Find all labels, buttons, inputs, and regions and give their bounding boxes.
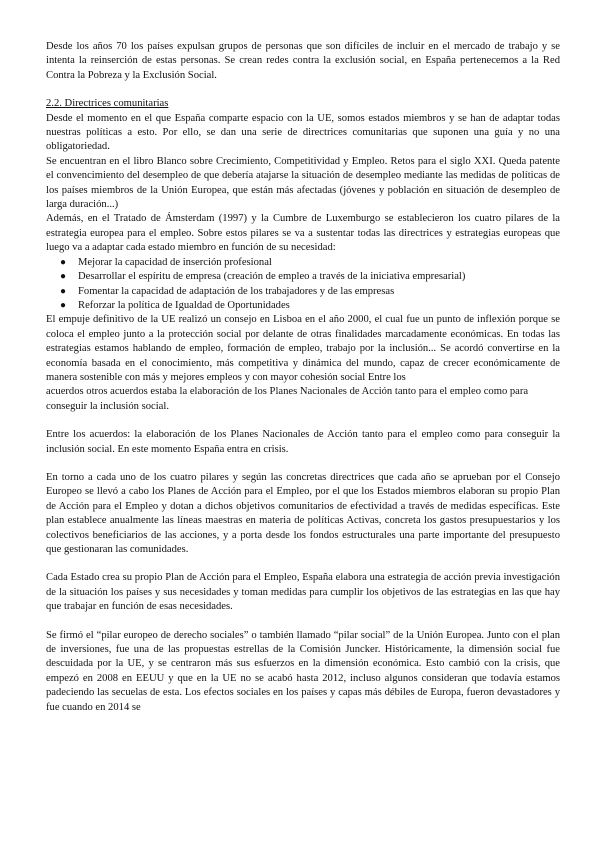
paragraph-gap [46, 457, 560, 471]
list-item [60, 299, 560, 313]
section-paragraph-4a: El empuje definitivo de la UE realizó un consejo en Lisboa en el año 2000, el cual fue un punto de inflexión porque se coloca el empleo junto a la protección social por delante de otras finalidades marcadamente económicas. En todas las estrategias estamos hablando de empleo, formación de empleo, trabajo por la inclusión... Se acordó convertirse en la economía basada en el conocimiento, más competitiva y dinámica del mundo, capaz de crecer económicamente de manera sostenible con más y mejores empleos y con mayor cohesión social Entre los [46, 314, 560, 383]
list-item-text: Desarrollar el espíritu de empresa (creación de empleo a través de la iniciativa empresarial) [78, 271, 466, 283]
section-paragraph-2: Se encuentran en el libro Blanco sobre Crecimiento, Competitividad y Empleo. Retos para el siglo XXI. Queda patente el convencimiento del desempleo de que debería atajarse la situación de desempleo mediante las medidas de políticas de los países miembros de la Unión Europea, que están más afectadas (jóvenes y población en situación de desempleo de larga duración...) [46, 155, 560, 211]
pillars-list [46, 256, 560, 314]
list-item [60, 256, 560, 270]
section-paragraph-4b: acuerdos otros acuerdos estaba la elaboración de los Planes Nacionales de Acción tanto para el empleo como para conseguir la inclusión social. [46, 386, 529, 412]
bullet-icon: ● [60, 271, 67, 283]
section-paragraph-3: Además, en el Tratado de Ámsterdam (1997) y la Cumbre de Luxemburgo se establecieron los cuatro pilares de la estrategia europea para el empleo. Sobre estos pilares se va a sustentar todas las directrices y estrategias europeas que luego va a adaptar cada estado miembro en función de su necesidad: [46, 213, 560, 254]
paragraph-gap [46, 615, 560, 629]
paragraph-gap [46, 557, 560, 571]
list-item-text: Mejorar la capacidad de inserción profesional [78, 256, 272, 268]
paragraph-gap [46, 414, 560, 428]
bullet-icon: ● [60, 299, 67, 311]
intro-paragraph: Desde los años 70 los países expulsan grupos de personas que son difíciles de incluir en el mercado de trabajo y se intenta la reinserción de estas personas. Se crean redes contra la exclusión social, en España pertenecemos a la Red Contra la Pobreza y la Exclusión Social. [46, 41, 560, 81]
section-heading: 2.2. Directrices comunitarias [46, 98, 169, 110]
list-item-text: Fomentar la capacidad de adaptación de los trabajadores y de las empresas [78, 285, 395, 297]
list-item [60, 270, 560, 284]
section-paragraph-7: Cada Estado crea su propio Plan de Acción para el Empleo, España elabora una estrategia de acción previa investigación de la situación los países y sus necesidades y toman medidas para cumplir los objetivos de las estrategias en las que hay que trabajar en función de esas necesidades. [46, 572, 560, 613]
document-page [46, 40, 560, 715]
list-item-text: Reforzar la política de Igualdad de Oportunidades [78, 299, 290, 311]
section-paragraph-6: En torno a cada uno de los cuatro pilares y según las concretas directrices que cada año se aprueban por el Consejo Europeo se llevó a cabo los Planes de Acción para el Empleo, por el que los Estados miembros elaboran su propio Plan de Acción para el Empleo y dotan a dichos objetivos comunitarios de efectividad a través de medidas específicas. Este plan establece anualmente las líneas maestras en materia de políticas Activas, concreta los gastos presupuestarios y los colectivos beneficiarios de las acciones, y a porta desde los fondos estructurales una parte importante del presupuesto que gestionaran las comunidades. [46, 471, 560, 555]
section-paragraph-5: Entre los acuerdos: la elaboración de los Planes Nacionales de Acción tanto para el empleo como para conseguir la inclusión social. En este momento España entra en crisis. [46, 429, 560, 455]
bullet-icon: ● [60, 285, 67, 297]
section-paragraph-1: Desde el momento en el que España comparte espacio con la UE, somos estados miembros y se han de adaptar todas nuestras políticas a esto. Por ello, se dan una serie de directrices comunitarias que suponen una guía y no una obligatoriedad. [46, 112, 560, 153]
list-item [60, 285, 560, 299]
section-paragraph-8: Se firmó el “pilar europeo de derecho sociales” o también llamado “pilar social” de la Unión Europea. Junto con el plan de inversiones, fue una de las propuestas estrellas de la Comisión Juncker. Históricamente, la dimensión social fue descuidada por la UE, y se centraron más sus esfuerzos en la dimensión económica. Esto cambió con la crisis, que empezó en 2008 en EEUU y que en la UE no se acabó hasta 2012, incluso algunos consideran que todavía estamos padeciendo las secuelas de esta. Los efectos sociales en los países y capas más débiles de Europa, fueron devastadores y fue cuando en 2014 se [46, 629, 560, 713]
bullet-icon: ● [60, 256, 67, 268]
